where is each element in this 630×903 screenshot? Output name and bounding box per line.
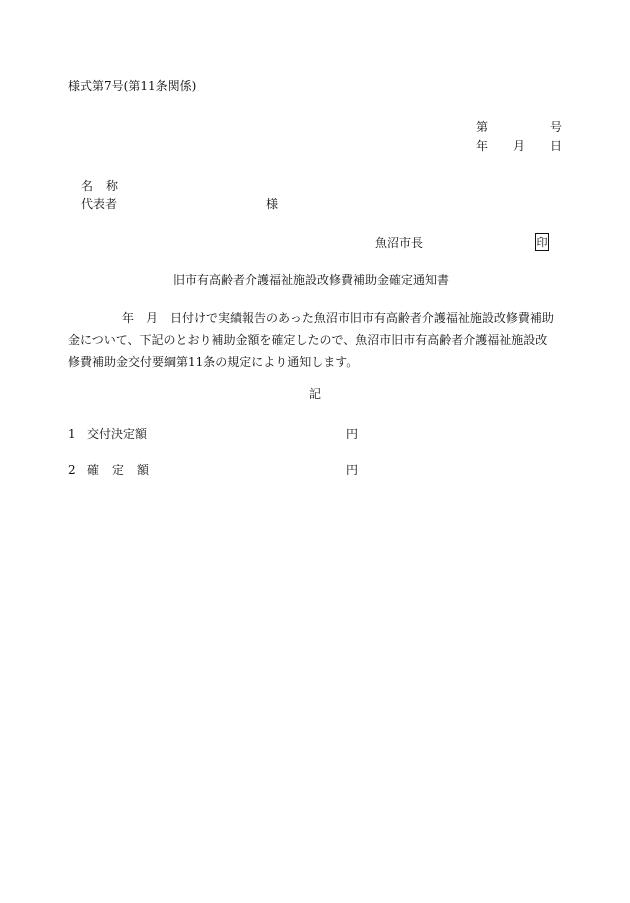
item-label-grant-decision-amount: 交付決定額 — [87, 427, 148, 441]
seal-stamp-box: 印 — [535, 233, 549, 251]
recipient-honorific: 様 — [266, 197, 279, 211]
body-line: 年 月 日付けで実績報告のあった魚沼市旧市有高齢者介護福祉施設改修費補助 — [122, 311, 554, 325]
date-month-label: 月 — [513, 139, 526, 153]
date-day-label: 日 — [550, 139, 563, 153]
item-number: 2 — [68, 463, 76, 477]
issuer-title: 魚沼市長 — [375, 236, 424, 250]
item-number: 1 — [68, 427, 76, 441]
document-title: 旧市有高齢者介護福祉施設改修費補助金確定通知書 — [173, 273, 450, 287]
body-line: 修費補助金交付要綱第11条の規定により通知します。 — [68, 355, 359, 369]
recipient-name-label: 名称 — [81, 179, 132, 193]
body-text — [68, 307, 560, 373]
document-number-prefix: 第 — [476, 120, 489, 134]
item-unit-yen: 円 — [346, 427, 359, 441]
ki-heading: 記 — [309, 387, 322, 401]
date-year-label: 年 — [476, 139, 489, 153]
item-unit-yen: 円 — [346, 463, 359, 477]
body-line: 金について、下記のとおり補助金額を確定したので、魚沼市旧市有高齢者介護福祉施設改 — [68, 333, 548, 347]
recipient-representative-label: 代表者 — [81, 197, 118, 211]
document-number-suffix: 号 — [550, 120, 563, 134]
form-number: 様式第7号(第11条関係) — [68, 79, 197, 93]
item-label-confirmed-amount: 確定額 — [87, 463, 163, 477]
